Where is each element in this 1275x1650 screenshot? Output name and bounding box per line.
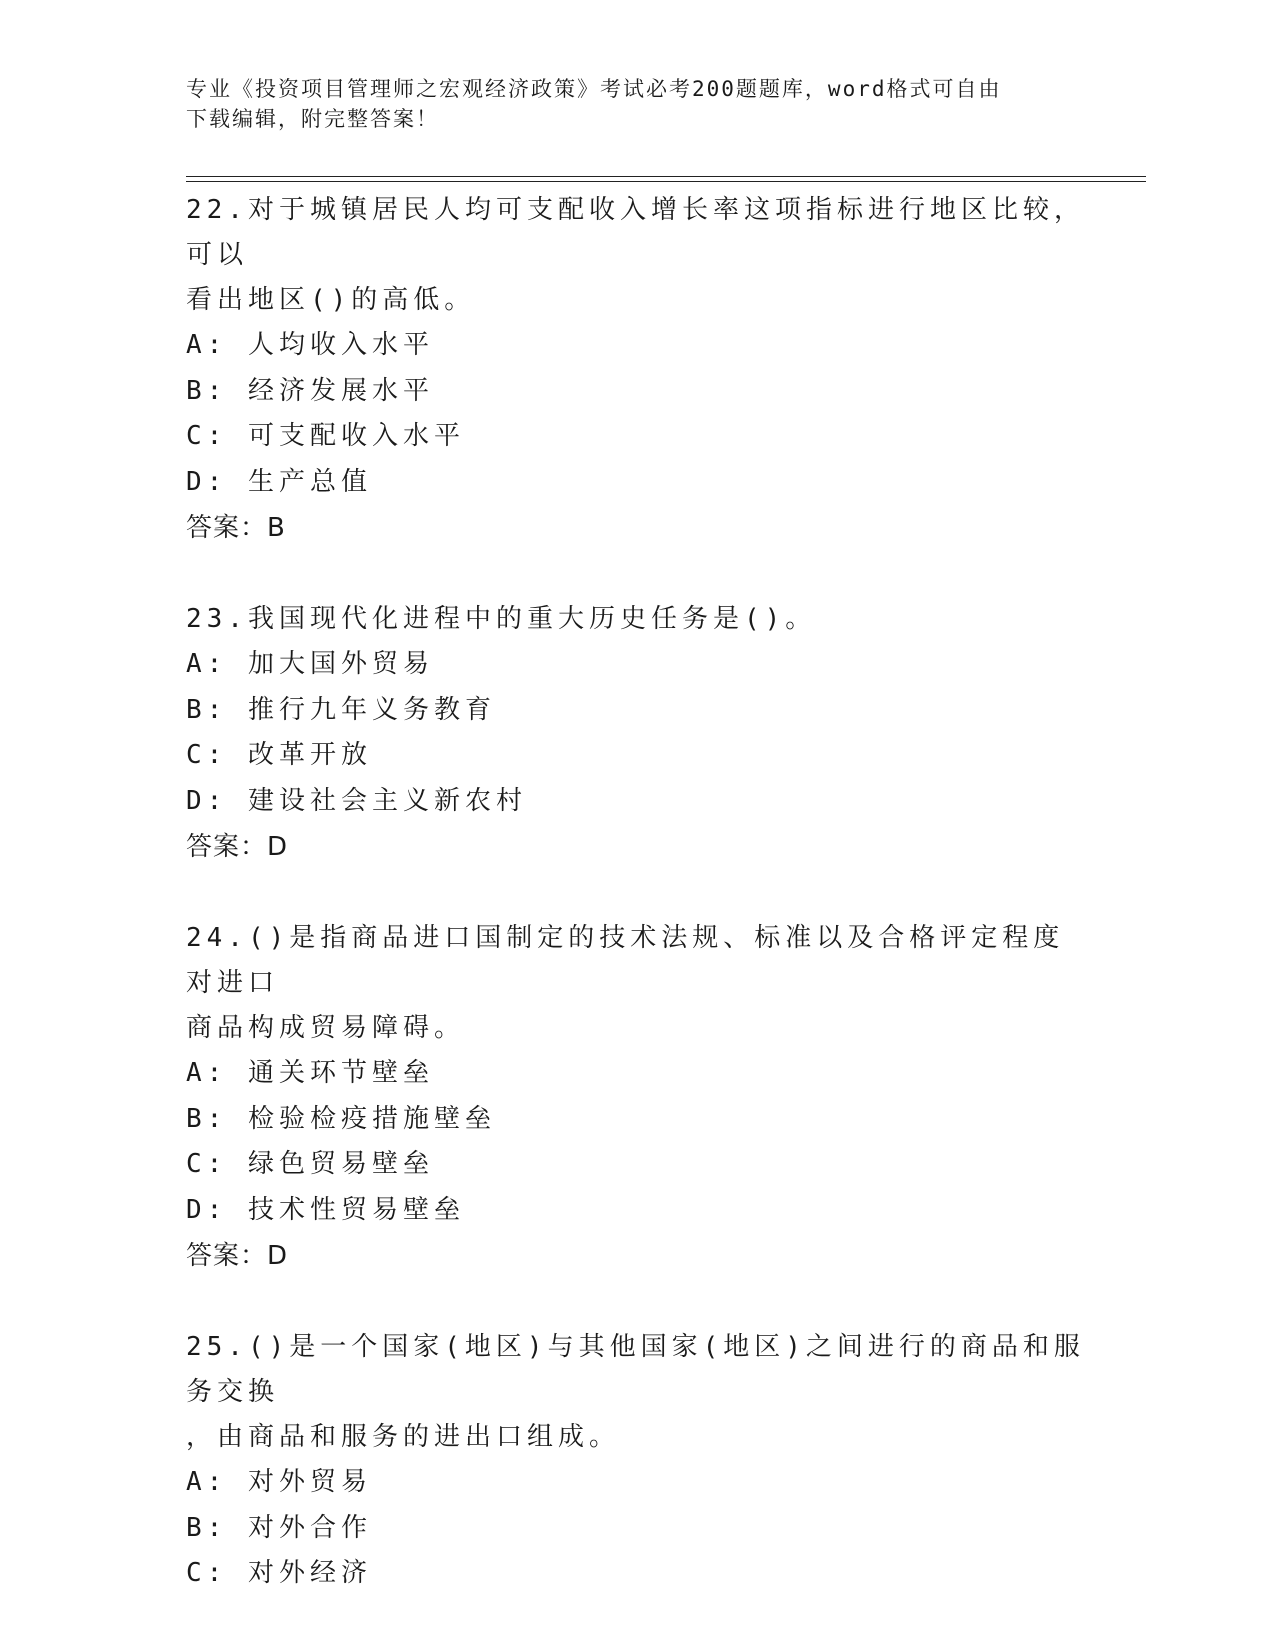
- option-b: B: 检验检疫措施壁垒: [186, 1103, 496, 1134]
- question-text: 25.()是一个国家(地区)与其他国家(地区)之间进行的商品和服务交换: [186, 1332, 1085, 1407]
- question-text: 商品构成贸易障碍。: [186, 1013, 466, 1043]
- question-list: [186, 188, 1086, 1643]
- option-a: A: 加大国外贸易: [186, 649, 434, 679]
- question-22: [186, 188, 1086, 551]
- option-c: C: 改革开放: [186, 740, 372, 770]
- option-d: D: 建设社会主义新农村: [186, 785, 527, 816]
- header-divider-bottom: [186, 181, 1146, 182]
- option-c: C: 绿色贸易壁垒: [186, 1149, 434, 1179]
- option-b: B: 推行九年义务教育: [186, 694, 496, 725]
- question-24: [186, 916, 1086, 1279]
- option-b: B: 对外合作: [186, 1512, 372, 1543]
- question-text: 22.对于城镇居民人均可支配收入增长率这项指标进行地区比较，可以: [186, 195, 1085, 270]
- option-d: D: 技术性贸易壁垒: [186, 1194, 465, 1225]
- question-text: 23.我国现代化进程中的重大历史任务是()。: [186, 604, 817, 634]
- question-25: [186, 1325, 1086, 1597]
- option-c: C: 对外经济: [186, 1558, 372, 1588]
- header-divider-top: [186, 176, 1146, 177]
- document-header: [186, 74, 1066, 134]
- answer-label: 答案：D: [186, 1241, 289, 1271]
- option-c: C: 可支配收入水平: [186, 421, 465, 451]
- question-text: 24.()是指商品进口国制定的技术法规、标准以及合格评定程度对进口: [186, 923, 1065, 998]
- question-text: ，由商品和服务的进出口组成。: [186, 1422, 621, 1452]
- answer-label: 答案：D: [186, 832, 289, 862]
- option-a: A: 人均收入水平: [186, 330, 434, 360]
- option-b: B: 经济发展水平: [186, 375, 434, 406]
- answer-label: 答案：B: [186, 513, 286, 543]
- question-text: 看出地区()的高低。: [186, 285, 476, 315]
- header-title-line-2: 下载编辑，附完整答案！: [186, 107, 439, 131]
- option-d: D: 生产总值: [186, 466, 372, 497]
- option-a: A: 通关环节壁垒: [186, 1058, 434, 1088]
- question-23: [186, 597, 1086, 870]
- header-title-line-1: 专业《投资项目管理师之宏观经济政策》考试必考200题题库，word格式可自由: [186, 77, 1002, 101]
- option-a: A: 对外贸易: [186, 1467, 372, 1497]
